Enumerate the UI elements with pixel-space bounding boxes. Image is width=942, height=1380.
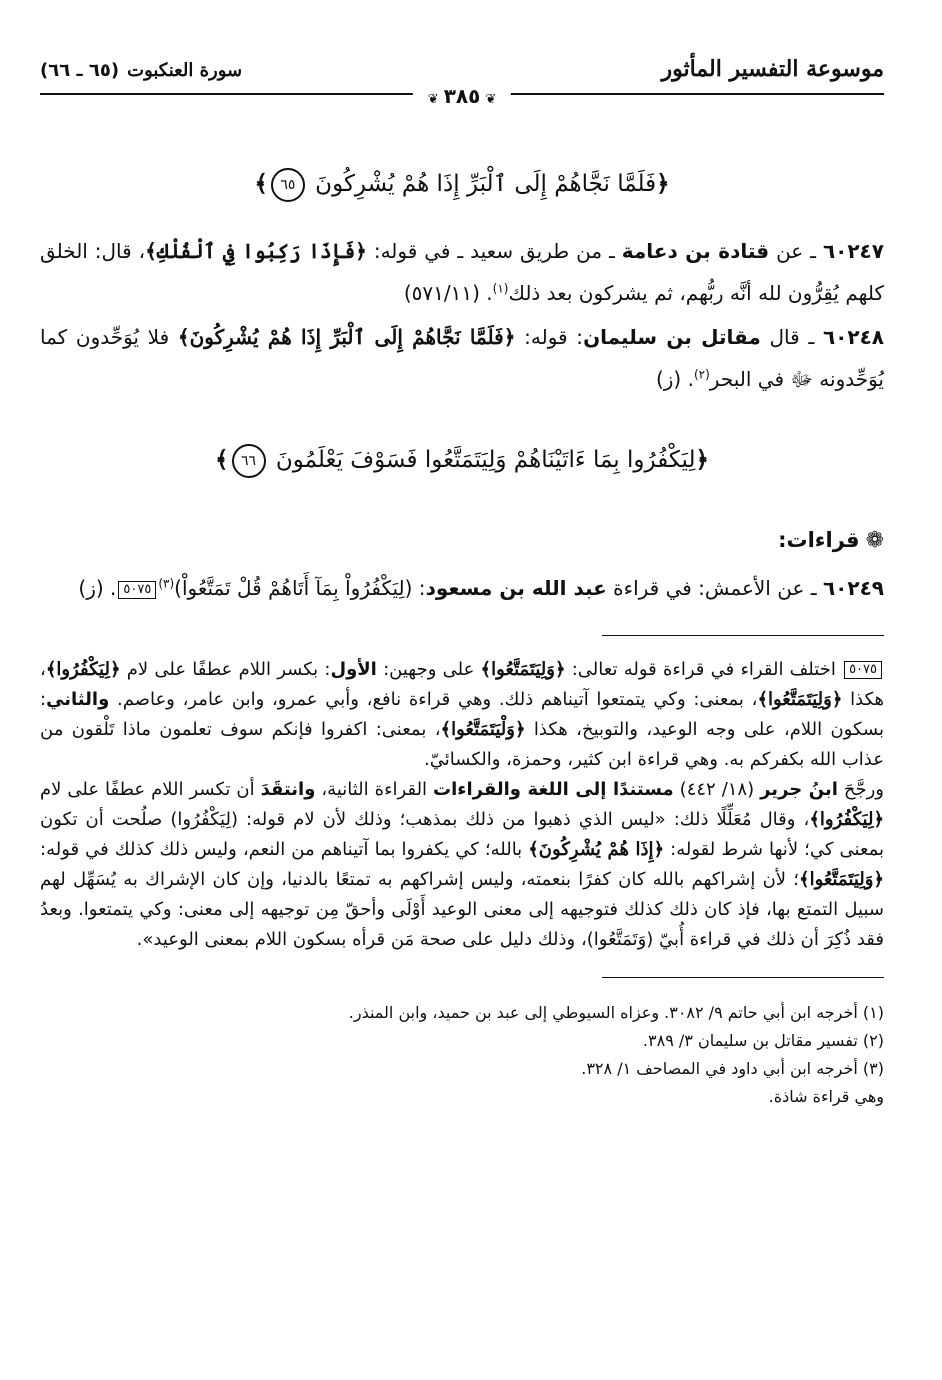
book-page — [40, 52, 884, 1360]
ornament-icon: ❦ — [427, 92, 439, 107]
ornament-icon: ❦ — [485, 92, 497, 107]
commentary-text: ، بمعنى: اكفروا فإنكم سوف تعلمون ماذا تَلْقون من عذاب الله بكفركم به. وهي قراءة ابن كثير، وحمزة، والكسائيّ. — [40, 719, 884, 770]
commentary-text: (١٨/ ٤٤٢) — [673, 779, 761, 800]
quran-quote: ﴿إِذَا هُمْ يُشْرِكُونَ﴾ — [528, 839, 665, 860]
bold-term: وانتقَدَ — [260, 779, 316, 800]
quran-quote: ﴿فَإِذَا رَكِبُوا فِي ٱلْفُلْكِ﴾ — [145, 239, 367, 263]
work-title: موسوعة التفسير المأثور — [661, 56, 884, 82]
commentary-text: اختلف القراء في قراءة قوله تعالى: — [565, 659, 843, 680]
commentary-text: ، وقال مُعَلِّلًا ذلك: «ليس الذي ذهبوا من ذلك بمذهب؛ وذلك لأن لام قوله: (لِيَكْفُرُوا) صلُحت أن تكون بمعنى كي؛ لأنها شرط لقوله: — [40, 809, 885, 860]
flower-ornament-icon: ❁ — [865, 528, 884, 553]
narration-text: ـ من طريق سعيد ـ في قوله: — [366, 239, 622, 263]
narration-60247 — [40, 230, 884, 314]
narration-text: : (لِيَكْفُرُواْ بِمَآ أَتَاهُمْ قُلْ تَمَتَّعُواْ) — [174, 576, 426, 600]
narration-text: ـ قال — [760, 325, 823, 349]
commentary-box-number: ٥٠٧٥ — [844, 661, 882, 679]
commentary-section — [40, 635, 884, 955]
verse-close-bracket: ﴾ — [215, 446, 229, 473]
narrator-name: مقاتل بن سليمان — [583, 325, 761, 349]
attribution-sign: (ز) — [655, 367, 682, 391]
verse-text: لِيَكْفُرُوا بِمَا ءَاتَيْنَاهُمْ وَلِيَتَمَتَّعُوا فَسَوْفَ يَعْلَمُونَ — [275, 447, 696, 473]
narration-60248 — [40, 316, 884, 400]
surah-label — [40, 60, 242, 81]
footnote-marker: (١) — [492, 281, 509, 296]
bold-term: الأول — [330, 659, 377, 680]
verse-open-bracket: ﴿ — [695, 446, 709, 473]
source-reference: (٥٧١/١١) — [403, 281, 480, 305]
bold-term: والثاني — [46, 689, 110, 710]
attribution-sign: (ز) — [78, 576, 104, 600]
commentary-text: ، هكذا — [40, 659, 884, 710]
quran-quote: ﴿فَلَمَّا نَجَّاهُمْ إِلَى ٱلْبَرِّ إِذَا هُمْ يُشْرِكُونَ﴾ — [177, 325, 516, 349]
quran-quote: ﴿وَلْيَتَمَتَّعُوا﴾ — [440, 719, 526, 740]
footnote-marker: (٣) — [158, 576, 175, 591]
page-number: ٣٨٥ — [443, 84, 481, 108]
verse-open-bracket: ﴿ — [656, 170, 670, 197]
surah-name: سورة العنكبوت — [127, 60, 243, 81]
quran-quote: ﴿وَلِيَتَمَتَّعُوا﴾ — [480, 659, 566, 680]
narrator-name: قتادة بن دعامة — [621, 239, 770, 263]
footnote: (١) أخرجه ابن أبي حاتم ٩/ ٣٠٨٢. وعزاه السيوطي إلى عبد بن حميد، وابن المنذر. — [348, 1003, 884, 1022]
ayah-number-marker: ٦٥ — [271, 168, 305, 202]
commentary-text: القراءة الثانية، — [315, 779, 434, 800]
quran-quote: ﴿وَلِيَتَمَتَّعُوا﴾ — [799, 869, 884, 890]
commentary-text: ؛ لأن إشراكهم بالله كان كفرًا بنعمته، وليس إشراكهم به تمتعًا بالدنيا، وإن كان الإشراك به يُسَهِّل لهم سبيل التمتع بها، فإذ كان ذلك كذلك فتوجيهه إلى معنى الوعيد أَوْلَى وأحقّ مِن توجيهه إلى معنى: وكي يتمتعوا. وبعدُ فقد ذُكِرَ أن ذلك في قراءة أُبيّ (وَتَمَتَّعُوا)، وذلك دليل على صحة مَن قرأه بسكون اللام بمعنى الوعيد». — [40, 869, 884, 950]
footnote: (٢) تفسير مقاتل بن سليمان ٣/ ٣٨٩. — [642, 1031, 884, 1050]
commentary-paragraph — [40, 655, 884, 775]
ayah-number-marker: ٦٦ — [232, 444, 266, 478]
narration-text: ـ عن — [769, 239, 823, 263]
narration-number: ٦٠٢٤٩ — [822, 576, 884, 600]
commentary-paragraph — [40, 775, 884, 955]
commentary-text: أن تكسر اللام عطفًا على لام — [40, 779, 261, 800]
section-heading-readings — [40, 520, 884, 561]
verse-text: فَلَمَّا نَجَّاهُمْ إِلَى ٱلْبَرِّ إِذَا هُمْ يُشْرِكُونَ — [315, 171, 657, 197]
footnotes-divider — [602, 977, 884, 978]
bold-term: ابنُ جرير — [760, 779, 838, 800]
narration-number: ٦٠٢٤٨ — [822, 325, 884, 349]
narration-text: . — [103, 576, 117, 600]
commentary-box-reference: ٥٠٧٥ — [118, 581, 156, 599]
narration-text: : قوله: — [515, 325, 584, 349]
page-number-block — [413, 84, 511, 108]
footnote-marker: (٢) — [693, 367, 710, 382]
quran-quote: ﴿وَلِيَتَمَتَّعُوا﴾ — [757, 689, 843, 710]
verse-close-bracket: ﴾ — [254, 170, 268, 197]
bold-term: مستندًا إلى اللغة والقراءات — [433, 779, 674, 800]
narration-text: ـ عن الأعمش: في قراءة — [606, 576, 823, 600]
footnotes-section — [40, 977, 884, 1111]
commentary-text: : بسكون اللام، على وجه الوعيد، والتوبيخ، هكذا — [40, 689, 884, 740]
narration-text: فلا يُوَحِّدون كما يُوَحِّدونه ﷻ في البحر — [40, 325, 884, 391]
commentary-text: على وجهين: — [376, 659, 481, 680]
commentary-text: ، بمعنى: وكي يتمتعوا آتيناهم ذلك. وهي قراءة نافع، وأبي عمرو، وابن عامر، وعاصم. — [109, 689, 758, 710]
footnote: (٣) أخرجه ابن أبي داود في المصاحف ١/ ٣٢٨. — [581, 1059, 884, 1078]
commentary-text: بالله؛ كي يكفروا بما آتيناهم من النعم، وليس ذلك كذلك في قوله: — [40, 839, 529, 860]
verse-range: (٦٥ ـ ٦٦) — [40, 60, 120, 81]
narrator-name: عبد الله بن مسعود — [425, 576, 607, 600]
section-title: قراءات: — [778, 528, 860, 552]
footnote: وهي قراءة شاذة. — [768, 1087, 884, 1106]
page-header — [40, 52, 884, 108]
commentary-divider — [602, 635, 884, 636]
quran-quote: ﴿لِيَكْفُرُوا﴾ — [45, 659, 121, 680]
commentary-text: : بكسر اللام عطفًا على لام — [120, 659, 331, 680]
narration-text: ، قال: الخلق كلهم يُقِرُّون لله أنَّه ربُّهم، ثم يشركون بعد ذلك — [40, 239, 884, 305]
narration-60249 — [40, 567, 884, 609]
quran-verse-65 — [40, 164, 884, 204]
narration-number: ٦٠٢٤٧ — [822, 239, 884, 263]
quran-verse-66 — [40, 440, 884, 480]
narration-text: . — [681, 367, 694, 391]
quran-quote: ﴿لِيَكْفُرُوا﴾ — [809, 809, 884, 830]
narration-text: . — [479, 281, 493, 305]
commentary-text: ورجَّحَ — [837, 779, 884, 800]
